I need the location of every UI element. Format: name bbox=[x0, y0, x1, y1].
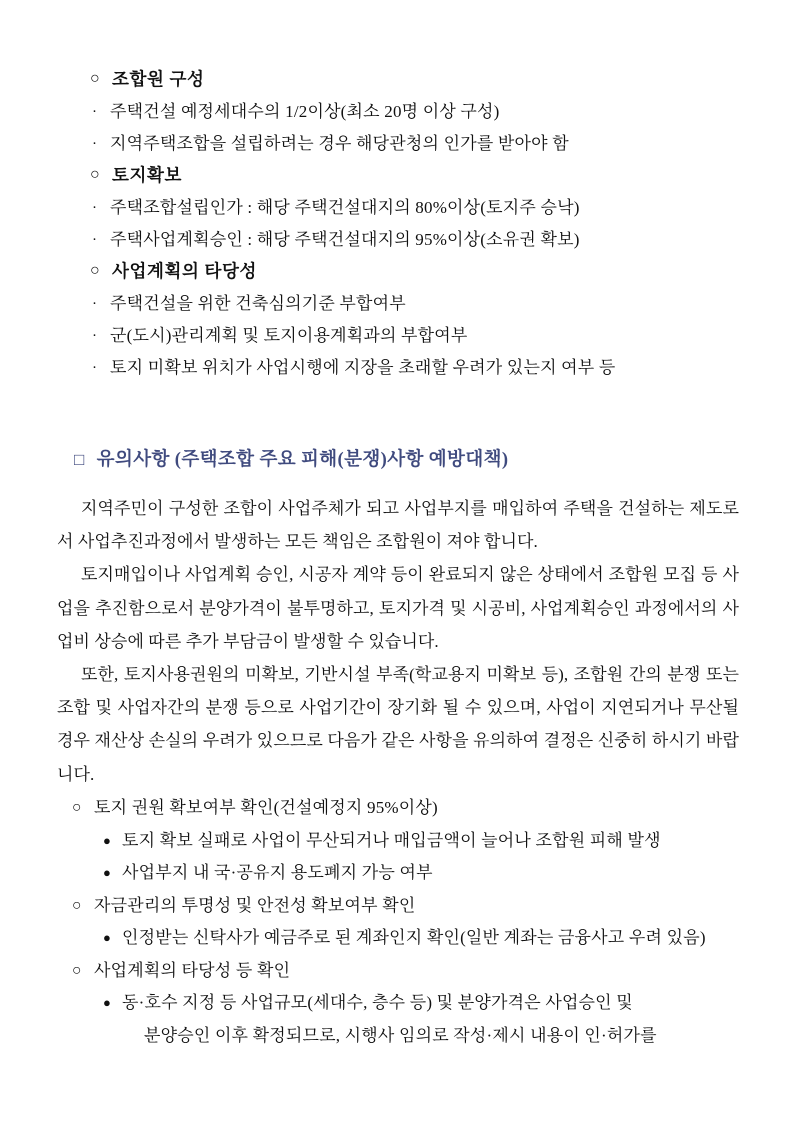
hollow-circle-icon: ○ bbox=[90, 262, 101, 279]
hollow-circle-icon: ○ bbox=[90, 70, 101, 87]
checklist-bullet-label: 사업부지 내 국·공유지 용도폐지 가능 여부 bbox=[122, 863, 433, 882]
checklist-section bbox=[0, 792, 794, 1052]
checklist-bullet bbox=[0, 857, 794, 890]
section-heading-land-securing bbox=[0, 160, 794, 190]
checklist-bullet-multiline bbox=[103, 987, 794, 1052]
checklist-bullet bbox=[0, 987, 794, 1052]
paragraph: 토지매입이나 사업계획 승인, 시공자 계약 등이 완료되지 않은 상태에서 조합원 모집 등 사업을 추진함으로서 분양가격이 불투명하고, 토지가격 및 시공비, 사업계획승인 과정에서의 사업비 상승에 따른 추가 부담금이 발생할 수 있습니다. bbox=[57, 565, 739, 651]
hollow-circle-icon: ○ bbox=[72, 896, 82, 914]
section-heading-label: 토지확보 bbox=[112, 165, 183, 185]
list-item bbox=[0, 320, 794, 352]
notice-heading-label: 유의사항 (주택조합 주요 피해(분쟁)사항 예방대책) bbox=[96, 450, 509, 470]
list-item-label: 주택사업계획승인 : 해당 주택건설대지의 95%이상(소유권 확보) bbox=[110, 230, 580, 249]
list-item bbox=[0, 96, 794, 128]
hollow-circle-icon: ○ bbox=[72, 799, 82, 816]
notice-heading bbox=[0, 445, 794, 475]
filled-circle-icon: ● bbox=[103, 832, 112, 848]
checklist-heading-label: 토지 권원 확보여부 확인(건설예정지 95%이상) bbox=[94, 798, 438, 817]
list-item bbox=[0, 352, 794, 384]
list-item bbox=[0, 224, 794, 256]
checklist-heading-plan-validity bbox=[0, 955, 794, 988]
paragraph: 지역주민이 구성한 조합이 사업주체가 되고 사업부지를 매입하여 주택을 건설하는 제도로서 사업추진과정에서 발생하는 모든 책임은 조합원이 져야 합니다. bbox=[57, 499, 739, 552]
checklist-heading-label: 사업계획의 타당성 등 확인 bbox=[94, 960, 291, 980]
section-heading-label: 사업계획의 타당성 bbox=[112, 261, 258, 281]
filled-circle-icon: ● bbox=[103, 930, 112, 945]
middle-dot-icon: · bbox=[92, 232, 98, 248]
checklist-bullet bbox=[0, 825, 794, 858]
middle-dot-icon: · bbox=[92, 360, 98, 376]
section-heading-membership bbox=[0, 64, 794, 94]
list-item-label: 주택건설을 위한 건축심의기준 부합여부 bbox=[110, 294, 406, 313]
checklist-heading-fund-management bbox=[0, 890, 794, 923]
list-item-label: 주택조합설립인가 : 해당 주택건설대지의 80%이상(토지주 승낙) bbox=[110, 198, 580, 217]
middle-dot-icon: · bbox=[92, 104, 98, 120]
checklist-bullet-label: 인정받는 신탁사가 예금주로 된 계좌인지 확인(일반 계좌는 금융사고 우려 있음) bbox=[122, 928, 706, 947]
hollow-square-icon: □ bbox=[74, 450, 85, 469]
notice-body bbox=[57, 492, 739, 791]
middle-dot-icon: · bbox=[92, 136, 98, 152]
list-item-label: 군(도시)관리계획 및 토지이용계획과의 부합여부 bbox=[110, 326, 468, 345]
checklist-bullet bbox=[0, 922, 794, 955]
paragraph: 또한, 토지사용권원의 미확보, 기반시설 부족(학교용지 미확보 등), 조합원 간의 분쟁 또는 조합 및 사업자간의 분쟁 등으로 사업기간이 장기화 될 수 있으며, 사업이 지연되거나 무산될 경우 재산상 손실의 우려가 있으므로 다음가 같은 사항을 유의하여 결정은 신중히 하시기 바랍니다. bbox=[57, 665, 739, 784]
middle-dot-icon: · bbox=[92, 328, 98, 344]
hollow-circle-icon: ○ bbox=[72, 961, 82, 979]
checklist-bullet-line-1: 동·호수 지정 등 사업규모(세대수, 층수 등) 및 분양가격은 사업승인 및 bbox=[122, 993, 633, 1012]
section-heading-label: 조합원 구성 bbox=[112, 69, 205, 89]
list-item-label: 주택건설 예정세대수의 1/2이상(최소 20명 이상 구성) bbox=[110, 102, 500, 121]
filled-circle-icon: ● bbox=[103, 865, 112, 880]
checklist-bullet-line-2: 분양승인 이후 확정되므로, 시행사 임의로 작성·제시 내용이 인·허가를 bbox=[144, 1025, 657, 1045]
list-item bbox=[0, 288, 794, 320]
checklist-bullet-label: 토지 확보 실패로 사업이 무산되거나 매입금액이 늘어나 조합원 피해 발생 bbox=[122, 830, 661, 850]
list-item bbox=[0, 192, 794, 224]
requirements-section bbox=[0, 64, 794, 384]
list-item-label: 지역주택조합을 설립하려는 경우 해당관청의 인가를 받아야 함 bbox=[110, 134, 569, 153]
checklist-heading-label: 자금관리의 투명성 및 안전성 확보여부 확인 bbox=[94, 895, 416, 915]
list-item-label: 토지 미확보 위치가 사업시행에 지장을 초래할 우려가 있는지 여부 등 bbox=[110, 358, 616, 377]
middle-dot-icon: · bbox=[92, 296, 98, 312]
checklist-heading-land-rights bbox=[0, 792, 794, 825]
list-item bbox=[0, 128, 794, 160]
hollow-circle-icon: ○ bbox=[90, 166, 101, 183]
middle-dot-icon: · bbox=[92, 200, 98, 216]
section-heading-plan-validity bbox=[0, 256, 794, 286]
filled-circle-icon: ● bbox=[103, 995, 112, 1010]
